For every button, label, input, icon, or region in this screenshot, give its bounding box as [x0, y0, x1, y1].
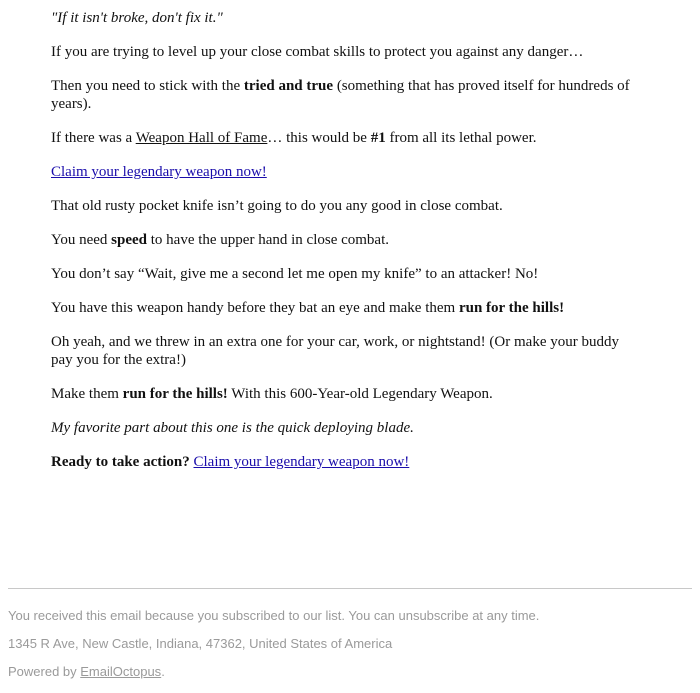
paragraph-rusty-knife: That old rusty pocket knife isn’t going to do you any good in close combat. — [51, 198, 503, 214]
paragraph-run-for-hills: You have this weapon handy before they bat an eye and make them run for the hills! — [51, 300, 565, 316]
paragraph-legendary: Make them run for the hills! With this 600-Year-old Legendary Weapon. — [51, 386, 493, 402]
subscribe-notice: You received this email because you subscribed to our list. You can unsubscribe at any time. — [8, 608, 540, 623]
paragraph-hall-of-fame: If there was a Weapon Hall of Fame… this would be #1 from all its lethal power. — [51, 130, 537, 146]
paragraph-favorite-part: My favorite part about this one is the quick deploying blade. — [51, 420, 414, 436]
paragraph-speed: You need speed to have the upper hand in close combat. — [51, 232, 390, 248]
paragraph-tried-and-true: Then you need to stick with the tried and true (something that has proved itself for hundreds of years). — [51, 78, 630, 112]
claim-weapon-link-2[interactable]: Claim your legendary weapon now! — [193, 454, 410, 470]
emailoctopus-link[interactable]: EmailOctopus — [80, 664, 162, 679]
cta-line-1 — [51, 163, 267, 181]
paragraph-ready: Ready to take action? Claim your legendary weapon now! — [51, 454, 410, 470]
paragraph-attacker: You don’t say “Wait, give me a second let me open my knife” to an attacker! No! — [51, 266, 539, 282]
footer-divider — [8, 588, 692, 589]
paragraph-extra-one: Oh yeah, and we threw in an extra one for your car, work, or nightstand! (Or make your buddy pay you for the extra!) — [51, 334, 619, 368]
claim-weapon-link[interactable]: Claim your legendary weapon now! — [51, 164, 267, 180]
powered-by: Powered by EmailOctopus. — [8, 664, 165, 679]
paragraph-intro: If you are trying to level up your close combat skills to protect you against any danger… — [51, 44, 584, 60]
email-footer — [8, 607, 539, 681]
company-address: 1345 R Ave, New Castle, Indiana, 47362, United States of America — [8, 636, 393, 651]
quote: "If it isn't broke, don't fix it." — [51, 10, 223, 26]
